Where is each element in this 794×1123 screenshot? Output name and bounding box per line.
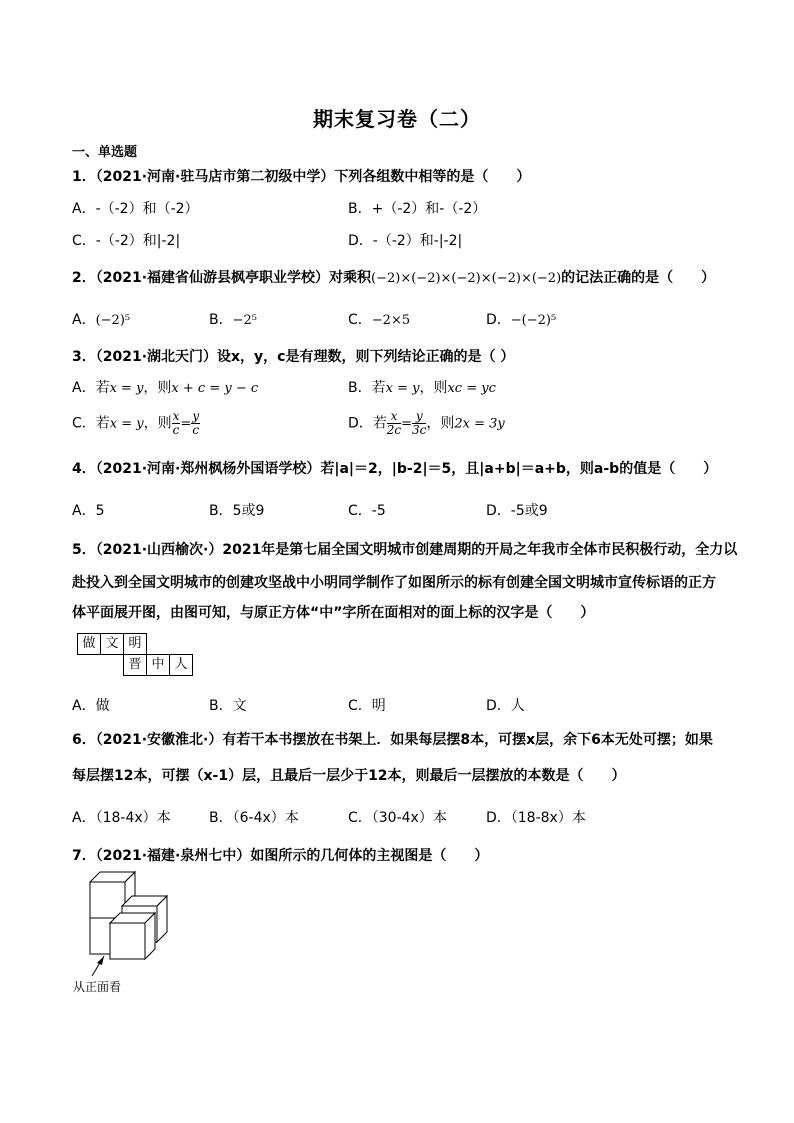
q5-line3: 体平面展开图，由图可知，与原正方体“中”字所在面相对的面上标的汉字是（ ） (72, 605, 595, 621)
q3-c-eq: = (180, 416, 192, 432)
q2-d-math: −(−2)⁵ (510, 313, 557, 328)
q3-b-res: xc = yc (447, 381, 496, 396)
q2-option-b[interactable] (209, 309, 257, 329)
q1-option-c[interactable]: C．-（-2）和|-2| (72, 233, 181, 249)
q2-stem-pre: 2．（2021·福建省仙游县枫亭职业学校）对乘积 (72, 270, 372, 286)
q2-option-c[interactable] (348, 309, 410, 329)
q3-c-cond: x = y (109, 416, 144, 432)
q1-option-b[interactable]: B．+（-2）和-（-2） (348, 201, 487, 217)
q3-b-pre: B．若 (348, 380, 386, 396)
q3-d-frac1: $\frac{x}{2c}$ (386, 409, 402, 437)
q3-c-frac1: $\frac{x}{c}$ (172, 409, 180, 437)
q2-option-a[interactable] (72, 309, 130, 329)
q1-stem: 1．（2021·河南·驻马店市第二初级中学）下列各组数中相等的是（ ） (72, 169, 531, 185)
q6-line1: 6．（2021·安徽淮北·）有若干本书摆放在书架上．如果每层摆8本，可摆x层，余下6本无处可摆；如果 (72, 732, 713, 748)
q2-a-label: A． (72, 312, 96, 328)
q3-d-frac2: $\frac{y}{3c}$ (412, 409, 427, 437)
q4-option-a[interactable]: A．5 (72, 503, 105, 519)
net-cell-3: 明 (123, 633, 147, 655)
net-cell-1: 做 (77, 633, 101, 655)
q5-option-c[interactable]: C．明 (348, 698, 386, 714)
net-cell-4: 晋 (123, 654, 147, 676)
q4-option-b[interactable]: B．5或9 (209, 503, 265, 519)
q3-d-mid: ，则 (426, 415, 455, 432)
q3-c-mid: ，则 (143, 415, 172, 432)
q6-option-b[interactable]: B．（6-4x）本 (209, 810, 299, 826)
q2-stem-post: 的记法正确的是（ ） (561, 270, 716, 286)
q4-option-d[interactable]: D．-5或9 (486, 503, 548, 519)
q3-a-mid: ，则 (143, 380, 172, 396)
q6-line2: 每层摆12本，可摆（x-1）层，且最后一层少于12本，则最后一层摆放的本数是（ ） (72, 768, 626, 784)
q6-option-d[interactable]: D．（18-8x）本 (486, 810, 586, 826)
q1-option-a[interactable]: A．-（-2）和（-2） (72, 201, 199, 217)
q2-d-label: D． (486, 312, 511, 328)
q3-d-res: 2x = 3y (454, 416, 505, 432)
view-direction-label: 从正面看 (73, 980, 122, 994)
net-cell-2: 文 (100, 633, 124, 655)
q2-option-d[interactable] (486, 309, 556, 329)
q3-b-mid: ，则 (419, 380, 448, 396)
q2-b-label: B． (209, 312, 233, 328)
q3-d-eq: = (401, 416, 413, 432)
q1-option-d[interactable]: D．-（-2）和-|-2| (348, 233, 463, 249)
net-cell-5: 中 (146, 654, 170, 676)
q3-stem: 3．（2021·湖北天门）设x，y，c是有理数，则下列结论正确的是（ ） (72, 349, 515, 365)
q4-stem: 4．（2021·河南·郑州枫杨外国语学校）若|a|＝2，|b-2|＝5，且|a+b|＝a+b，则a-b的值是（ ） (72, 461, 718, 477)
q2-c-math: −2×5 (371, 313, 411, 328)
q2-a-math: (−2)⁵ (95, 313, 131, 328)
q3-a-cond: x = y (109, 381, 144, 396)
q5-line1: 5．（2021·山西榆次·）2021年是第七届全国文明城市创建周期的开局之年我市全体市民积极行动，全力以 (72, 542, 738, 558)
q5-line2: 赴投入到全国文明城市的创建攻坚战中小明同学制作了如图所示的标有创建全国文明城市宣传标语的正方 (72, 575, 716, 591)
front-cube-front-face (110, 923, 145, 959)
q5-option-a[interactable]: A．做 (72, 698, 110, 714)
q2-product: (−2)×(−2)×(−2)×(−2)×(−2) (371, 271, 562, 286)
q3-a-res: x + c = y − c (171, 381, 259, 396)
q3-option-a[interactable] (72, 377, 258, 397)
q2-stem (72, 267, 715, 287)
net-cell-6: 人 (169, 654, 193, 676)
q2-c-label: C． (348, 312, 372, 328)
q3-c-pre: C．若 (72, 415, 110, 432)
q4-option-c[interactable]: C．-5 (348, 503, 386, 519)
q3-option-d[interactable] (348, 410, 505, 437)
q5-option-d[interactable]: D．人 (486, 698, 525, 714)
q3-d-pre: D．若 (348, 415, 387, 432)
view-arrow-head (97, 956, 104, 965)
q5-option-b[interactable]: B．文 (209, 698, 247, 714)
q3-c-frac2: $\frac{y}{c}$ (192, 409, 200, 437)
q6-option-a[interactable]: A．（18-4x）本 (72, 810, 171, 826)
q3-option-c[interactable] (72, 410, 200, 437)
q2-b-math: −2⁵ (232, 313, 257, 328)
page-title: 期末复习卷（二） (313, 107, 481, 131)
q3-b-cond: x = y (385, 381, 420, 396)
q3-a-pre: A．若 (72, 380, 110, 396)
q7-stem: 7．（2021·福建·泉州七中）如图所示的几何体的主视图是（ ） (72, 848, 489, 864)
q6-option-c[interactable]: C．（30-4x）本 (348, 810, 447, 826)
section-heading: 一、单选题 (72, 145, 138, 160)
q3-option-b[interactable] (348, 377, 496, 397)
